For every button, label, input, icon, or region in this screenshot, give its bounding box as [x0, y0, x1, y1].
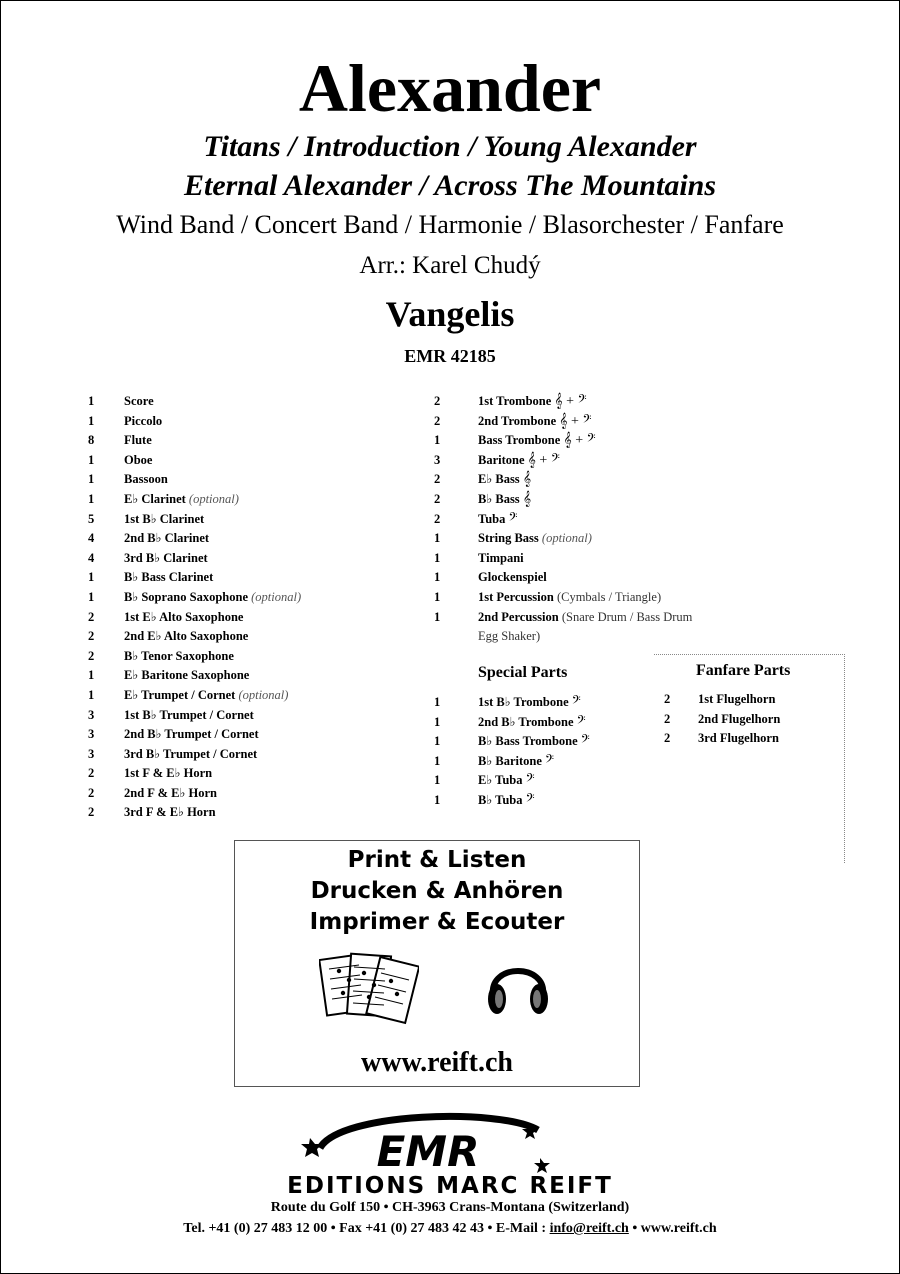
part-name: 1st B♭ Trombone: [478, 695, 569, 709]
part-label: [124, 764, 212, 784]
part-label: [478, 568, 547, 588]
part-label: [124, 549, 208, 569]
part-name: Piccolo: [124, 413, 163, 428]
part-label: [124, 706, 254, 726]
part-quantity: 1: [88, 413, 95, 428]
clef-icon: 𝄞 + 𝄢: [554, 394, 587, 409]
part-label: [124, 608, 243, 628]
part-name: E♭ Baritone Saxophone: [124, 668, 250, 683]
part-name: B♭ Bass Trombone: [478, 734, 578, 749]
part-quantity: 2: [88, 629, 95, 644]
subtitle-movements-1: Titans / Introduction / Young Alexander: [203, 130, 697, 163]
clef-icon: 𝄢: [545, 753, 555, 769]
clef-icon: 𝄞 + 𝄢: [559, 413, 592, 429]
part-item: [434, 490, 764, 510]
part-quantity: 3: [88, 727, 95, 742]
part-note: (Cymbals / Triangle): [556, 589, 662, 604]
part-item: [434, 791, 654, 811]
part-label: [478, 510, 517, 530]
part-name: Bassoon: [124, 472, 168, 487]
part-name: 2nd B♭ Clarinet: [124, 531, 210, 546]
part-item: [664, 729, 844, 749]
part-quantity: 1: [88, 687, 95, 702]
clef-icon: 𝄢: [525, 773, 535, 789]
part-name: B♭ Baritone: [478, 753, 542, 768]
part-quantity: 2: [434, 413, 441, 428]
part-label: [478, 732, 590, 752]
part-item: [434, 627, 764, 647]
part-quantity: 1: [434, 695, 441, 709]
part-label: [478, 470, 531, 490]
part-quantity: 1: [88, 452, 95, 467]
part-item: [88, 725, 418, 745]
fanfare-parts-list: [664, 690, 844, 749]
clef-icon: 𝄢: [580, 734, 590, 750]
part-item: [88, 431, 418, 451]
composer-name: Vangelis: [385, 294, 515, 334]
fanfare-parts-frame: [654, 654, 845, 863]
part-label: [124, 451, 152, 471]
part-label: [478, 588, 661, 608]
part-name: 3rd F & E♭ Horn: [124, 805, 216, 820]
part-name: 3rd B♭ Trumpet / Cornet: [124, 746, 258, 761]
part-label: [478, 529, 592, 549]
part-item: [88, 510, 418, 530]
publisher-contact: [0, 1220, 900, 1238]
part-item: [88, 784, 418, 804]
part-item: [88, 764, 418, 784]
part-label: [698, 729, 779, 749]
part-quantity: 1: [88, 491, 95, 506]
part-label: [124, 725, 259, 745]
part-item: [88, 745, 418, 765]
part-note: Egg Shaker): [478, 629, 541, 644]
part-item: [434, 392, 764, 412]
part-name: Timpani: [478, 550, 524, 565]
part-quantity: 1: [88, 589, 95, 604]
part-label: [478, 549, 524, 569]
part-quantity: 1: [434, 550, 441, 565]
part-quantity: 2: [88, 766, 95, 781]
part-quantity: 1: [88, 668, 95, 683]
part-item: [664, 690, 844, 710]
part-item: [88, 549, 418, 569]
parts-list-right: [434, 392, 764, 647]
part-quantity: 1: [434, 531, 441, 546]
part-name: 2nd B♭ Trumpet / Cornet: [124, 727, 259, 742]
part-quantity: 1: [434, 609, 441, 624]
part-name: 2nd Trombone: [478, 413, 557, 428]
part-quantity: 2: [434, 472, 441, 487]
part-label: [478, 752, 554, 772]
ensemble-line: Wind Band / Concert Band / Harmonie / Blasorchester / Fanfare: [116, 210, 784, 239]
part-item: [88, 451, 418, 471]
part-label: [478, 771, 535, 791]
special-parts-heading: Special Parts: [478, 664, 568, 681]
part-quantity: 1: [434, 734, 441, 749]
part-name: B♭ Bass: [478, 491, 520, 506]
part-quantity: 4: [88, 531, 95, 546]
part-name: 2nd B♭ Trombone: [478, 714, 574, 729]
part-quantity: 2: [434, 394, 441, 408]
part-item: [434, 608, 764, 628]
print-listen-box: [234, 840, 640, 1087]
part-quantity: 2: [434, 511, 441, 526]
part-label: [124, 392, 154, 412]
clef-icon: 𝄞 + 𝄢: [527, 452, 560, 468]
part-name: 2nd E♭ Alto Saxophone: [124, 629, 249, 644]
part-item: [88, 608, 418, 628]
page-title: Alexander: [298, 50, 602, 126]
part-name: B♭ Bass Clarinet: [124, 570, 214, 585]
part-item: [88, 392, 418, 412]
part-name: Bass Trombone: [478, 433, 561, 448]
part-quantity: 1: [434, 792, 441, 807]
part-quantity: 1: [88, 472, 95, 487]
part-name: 3rd B♭ Clarinet: [124, 550, 208, 565]
part-item: [88, 666, 418, 686]
part-name: B♭ Tuba: [478, 792, 523, 807]
part-name: 1st B♭ Trumpet / Cornet: [124, 707, 254, 722]
clef-icon: 𝄞: [522, 472, 532, 488]
part-item: [664, 710, 844, 730]
part-label: [124, 686, 288, 706]
part-item: [88, 647, 418, 667]
part-item: [434, 752, 654, 772]
part-label: [478, 412, 591, 432]
part-name: 2nd Percussion: [478, 609, 559, 624]
part-quantity: 8: [88, 433, 95, 448]
part-label: [478, 693, 581, 713]
part-quantity: 1: [88, 394, 95, 408]
part-label: [124, 431, 152, 451]
part-label: [478, 791, 535, 811]
clef-icon: 𝄢: [525, 792, 535, 808]
part-item: [88, 686, 418, 706]
contact-phone-fax: Tel. +41 (0) 27 483 12 00 • Fax +41 (0) 27 483 42 43 • E-Mail :: [183, 1221, 550, 1236]
part-name: 2nd Flugelhorn: [698, 711, 781, 726]
part-label: [124, 647, 234, 667]
part-quantity: 1: [434, 433, 441, 448]
part-label: [698, 690, 775, 710]
headphones-icon: [485, 951, 551, 1026]
part-name: E♭ Tuba: [478, 773, 523, 788]
part-name: 1st Percussion: [478, 589, 554, 604]
part-name: Score: [124, 394, 154, 408]
part-quantity: 3: [88, 746, 95, 761]
part-item: [434, 568, 764, 588]
part-label: [124, 412, 162, 432]
part-quantity: 3: [88, 707, 95, 722]
part-label: [124, 745, 257, 765]
part-label: [698, 710, 780, 730]
promo-website-link[interactable]: www.reift.ch: [361, 1047, 513, 1078]
optional-note: (optional): [238, 687, 289, 702]
part-name: B♭ Soprano Saxophone: [124, 589, 248, 604]
part-name: E♭ Bass: [478, 472, 520, 487]
part-label: [478, 392, 587, 412]
part-item: [434, 549, 764, 569]
clef-icon: 𝄞 + 𝄢: [563, 433, 596, 449]
part-item: [434, 431, 764, 451]
arranger-line: Arr.: Karel Chudý: [359, 252, 541, 279]
part-quantity: 1: [434, 714, 441, 729]
part-name: 1st Flugelhorn: [698, 692, 776, 706]
part-label: [124, 470, 168, 490]
part-quantity: 4: [88, 550, 95, 565]
part-name: String Bass: [478, 531, 539, 546]
part-quantity: 2: [664, 692, 671, 706]
part-label: [124, 627, 248, 647]
part-item: [88, 627, 418, 647]
part-quantity: 2: [664, 731, 671, 746]
fanfare-parts-heading: Fanfare Parts: [696, 662, 791, 679]
part-name: B♭ Tenor Saxophone: [124, 648, 234, 663]
part-item: [434, 412, 764, 432]
part-item: [88, 490, 418, 510]
part-label: [478, 713, 586, 733]
part-label: [478, 490, 531, 510]
part-quantity: 1: [434, 589, 441, 604]
part-label: [124, 666, 249, 686]
part-name: Tuba: [478, 511, 506, 526]
part-item: [88, 803, 418, 823]
part-quantity: 1: [434, 773, 441, 788]
part-name: 1st F & E♭ Horn: [124, 766, 213, 781]
part-item: [434, 451, 764, 471]
clef-icon: 𝄞: [522, 491, 532, 507]
part-note: (Snare Drum / Bass Drum: [561, 609, 693, 624]
part-item: [434, 470, 764, 490]
part-item: [88, 568, 418, 588]
part-item: [88, 529, 418, 549]
part-item: [88, 470, 418, 490]
part-label: [478, 431, 596, 451]
clef-icon: 𝄢: [571, 695, 581, 710]
part-quantity: 2: [664, 711, 671, 726]
part-label: [478, 608, 692, 628]
part-item: [434, 732, 654, 752]
part-name: E♭ Clarinet: [124, 491, 186, 506]
sheet-music-icon: [319, 949, 419, 1036]
part-quantity: 1: [434, 753, 441, 768]
part-item: [434, 510, 764, 530]
promo-line-drucken: Drucken & Anhören: [310, 878, 564, 904]
optional-note: (optional): [188, 491, 239, 506]
part-name: 1st B♭ Clarinet: [124, 511, 205, 526]
part-label: [478, 627, 540, 647]
part-label: [124, 510, 204, 530]
part-quantity: 2: [88, 609, 95, 624]
part-quantity: 2: [88, 805, 95, 820]
part-name: E♭ Trumpet / Cornet: [124, 687, 236, 702]
contact-website[interactable]: • www.reift.ch: [628, 1221, 717, 1236]
optional-note: (optional): [251, 589, 302, 604]
publisher-address: Route du Golf 150 • CH-3963 Crans-Montana (Switzerland): [270, 1200, 630, 1215]
part-label: [124, 529, 209, 549]
part-name: Flute: [124, 433, 152, 448]
part-name: 2nd F & E♭ Horn: [124, 785, 217, 800]
part-quantity: 1: [88, 570, 95, 585]
optional-note: (optional): [541, 531, 592, 546]
part-item: [434, 693, 654, 713]
catalog-number: EMR 42185: [404, 346, 496, 366]
logo-text: EMR: [376, 1127, 480, 1174]
part-item: [88, 706, 418, 726]
promo-line-print-listen: Print & Listen: [347, 847, 527, 873]
part-name: 1st Trombone: [478, 394, 552, 408]
part-label: [124, 568, 213, 588]
part-label: [124, 803, 216, 823]
part-label: [124, 784, 217, 804]
promo-line-imprimer: Imprimer & Ecouter: [309, 909, 565, 935]
part-name: Oboe: [124, 452, 153, 467]
part-item: [434, 588, 764, 608]
emr-logo: [300, 1108, 560, 1179]
special-parts-list: [434, 693, 654, 811]
part-label: [124, 490, 239, 510]
email-link[interactable]: info@reift.ch: [549, 1221, 629, 1236]
part-label: [124, 588, 301, 608]
part-label: [478, 451, 560, 471]
part-item: [88, 412, 418, 432]
part-name: Baritone: [478, 452, 525, 467]
part-name: Glockenspiel: [478, 570, 547, 585]
part-quantity: 2: [88, 785, 95, 800]
part-item: [434, 713, 654, 733]
part-name: 3rd Flugelhorn: [698, 731, 779, 746]
part-quantity: 2: [434, 491, 441, 506]
part-quantity: 5: [88, 511, 95, 526]
part-item: [434, 529, 764, 549]
part-quantity: 3: [434, 452, 441, 467]
part-item: [434, 771, 654, 791]
parts-list-left: [88, 392, 418, 823]
part-name: 1st E♭ Alto Saxophone: [124, 609, 244, 624]
subtitle-movements-2: Eternal Alexander / Across The Mountains: [183, 169, 717, 202]
part-quantity: 2: [88, 648, 95, 663]
part-quantity: 1: [434, 570, 441, 585]
clef-icon: 𝄢: [576, 714, 586, 730]
clef-icon: 𝄢: [508, 511, 518, 527]
part-item: [88, 588, 418, 608]
publisher-name: EDITIONS MARC REIFT: [287, 1173, 613, 1199]
